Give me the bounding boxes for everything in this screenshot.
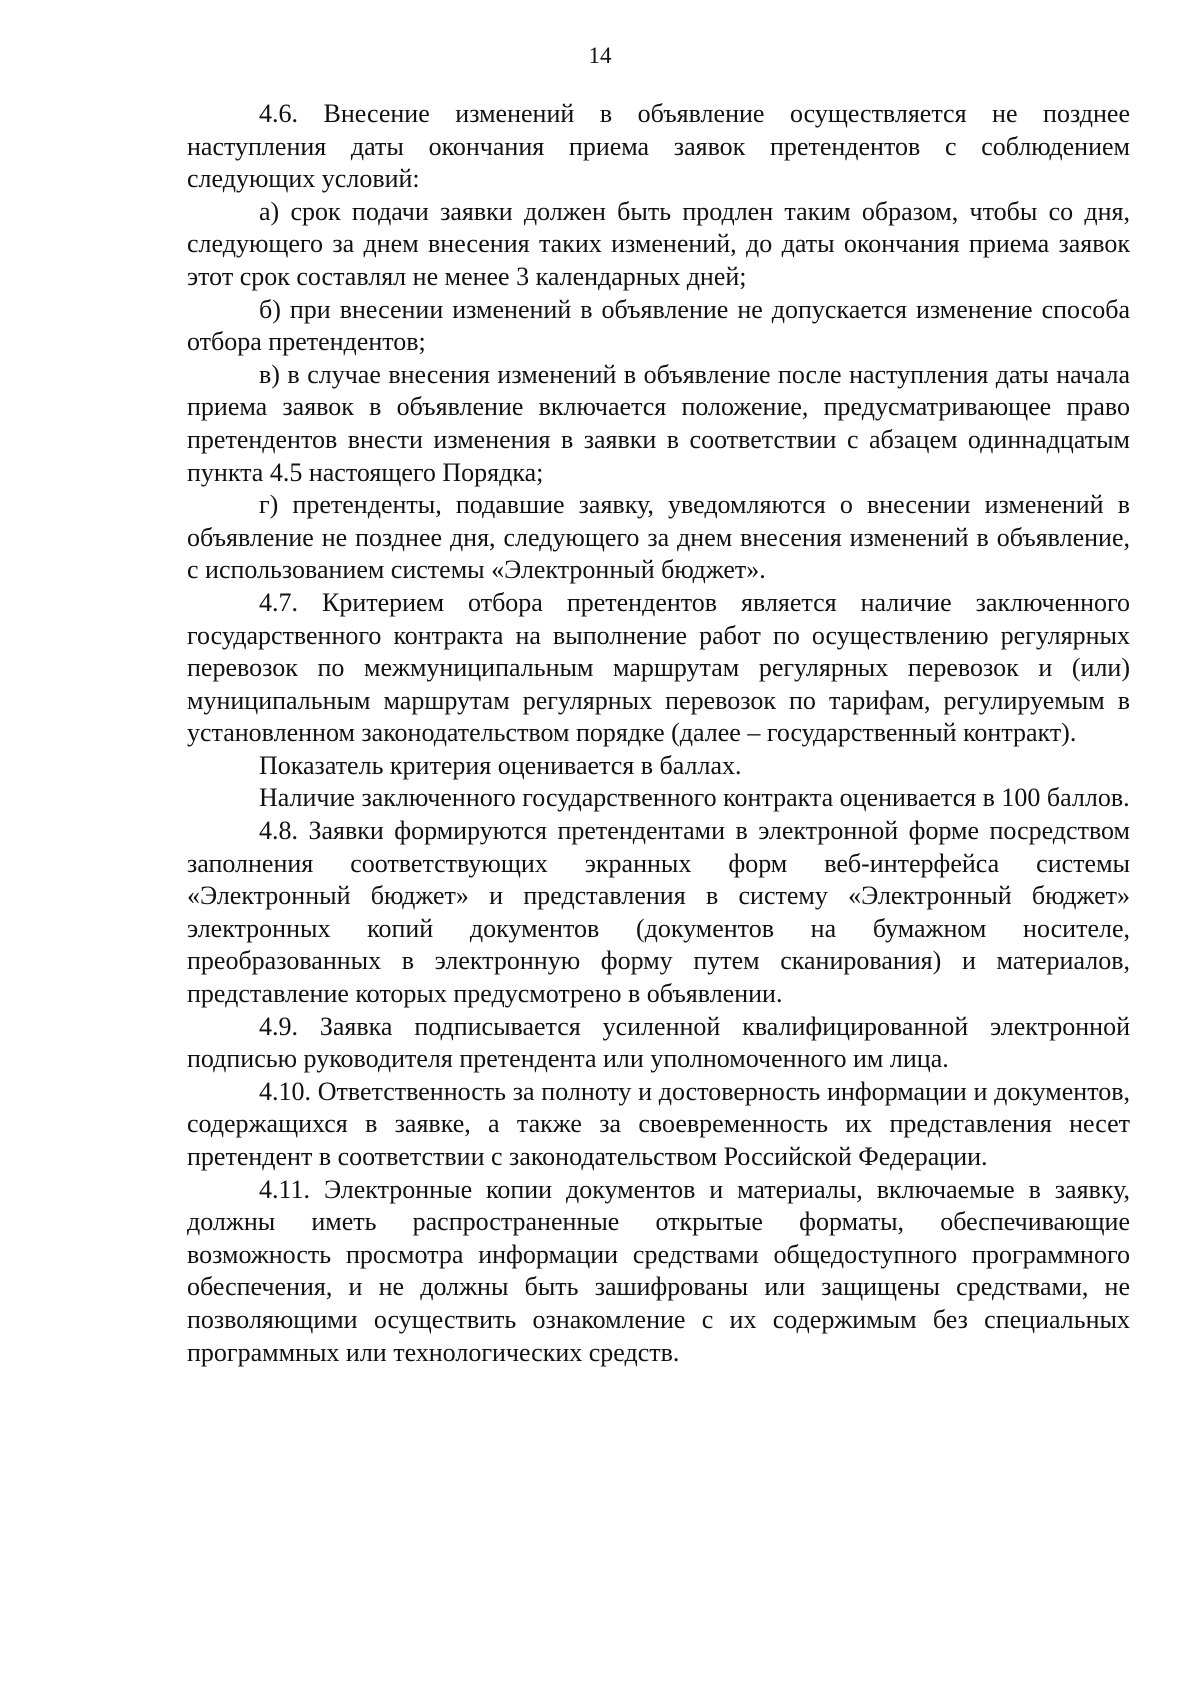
paragraph-4-7: 4.7. Критерием отбора претендентов является наличие заключенного государственного контракта на выполнение работ по осуществлению регулярных перевозок по межмуниципальным маршрутам регулярных перевозок и (или) муниципальным маршрутам регулярных перевозок по тарифам, регулируемым в установленном законодательством порядке (далее – государственный контракт).	[187, 587, 1130, 748]
page-number: 14	[588, 43, 612, 68]
paragraph-4-6-a: а) срок подачи заявки должен быть продлен таким образом, чтобы со дня, следующего за днем внесения таких изменений, до даты окончания приема заявок этот срок составлял не менее 3 календарных дней;	[187, 196, 1130, 291]
paragraph-4-6-b: б) при внесении изменений в объявление не допускается изменение способа отбора претендентов;	[187, 294, 1130, 357]
paragraph-4-7-score: Наличие заключенного государственного контракта оценивается в 100 баллов.	[259, 783, 1130, 813]
paragraph-4-9: 4.9. Заявка подписывается усиленной квалифицированной электронной подписью руководителя претендента или уполномоченного им лица.	[187, 1011, 1130, 1074]
paragraph-4-10: 4.10. Ответственность за полноту и достоверность информации и документов, содержащихся в заявке, а также за своевременность их представления несет претендент в соответствии с законодательством Российской Федерации.	[187, 1076, 1130, 1171]
paragraph-4-11: 4.11. Электронные копии документов и материалы, включаемые в заявку, должны иметь распространенные открытые форматы, обеспечивающие возможность просмотра информации средствами общедоступного программного обеспечения, и не должны быть зашифрованы или защищены средствами, не позволяющими осуществить ознакомление с их содержимым без специальных программных или технологических средств.	[187, 1174, 1130, 1367]
paragraph-4-6: 4.6. Внесение изменений в объявление осуществляется не позднее наступления даты окончания приема заявок претендентов с соблюдением следующих условий:	[187, 99, 1130, 194]
paragraph-4-7-indicator: Показатель критерия оценивается в баллах.	[259, 750, 742, 780]
paragraph-4-6-g: г) претенденты, подавшие заявку, уведомляются о внесении изменений в объявление не позднее дня, следующего за днем внесения изменений в объявление, с использованием системы «Электронный бюджет».	[187, 490, 1130, 585]
paragraph-4-8: 4.8. Заявки формируются претендентами в электронной форме посредством заполнения соответствующих экранных форм веб-интерфейса системы «Электронный бюджет» и представления в систему «Электронный бюджет» электронных копий документов (документов на бумажном носителе, преобразованных в электронную форму путем сканирования) и материалов, представление которых предусмотрено в объявлении.	[187, 816, 1130, 1009]
document-body	[187, 98, 1130, 1369]
paragraph-4-6-v: в) в случае внесения изменений в объявление после наступления даты начала приема заявок в объявление включается положение, предусматривающее право претендентов внести изменения в заявки в соответствии с абзацем одиннадцатым пункта 4.5 настоящего Порядка;	[187, 359, 1130, 487]
